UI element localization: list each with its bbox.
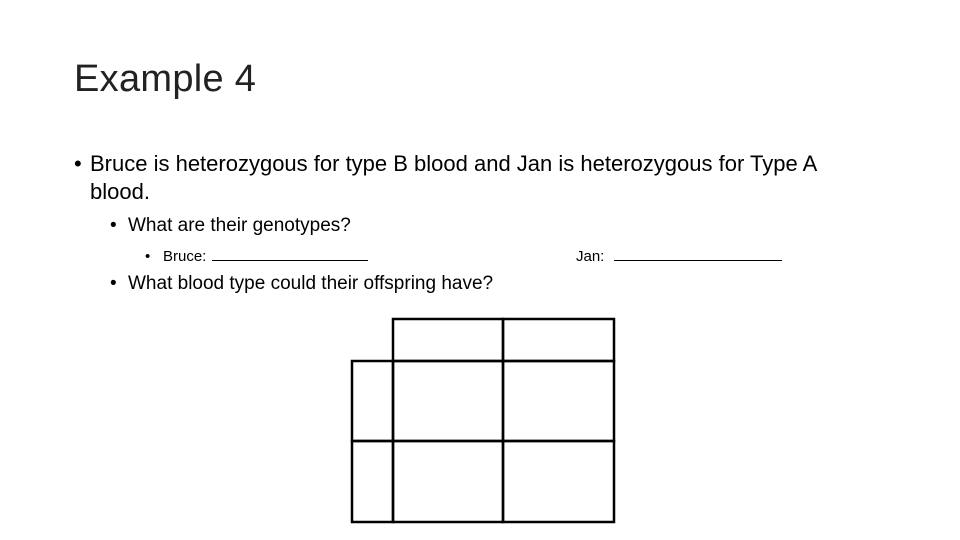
sub-bullet-genotypes-text: What are their genotypes?: [128, 215, 351, 236]
punnett-cell-1-1: [393, 361, 503, 441]
bullet-1-text: Bruce is heterozygous for type B blood and Jan is heterozygous for Type A blood.: [90, 151, 817, 204]
bullet-dot: •: [110, 273, 117, 294]
bruce-label: Bruce:: [163, 248, 207, 265]
row-header-cell-2: [352, 441, 393, 522]
row-header-cell-1: [352, 361, 393, 441]
header-cell-1: [393, 319, 503, 361]
header-cell-2: [503, 319, 614, 361]
punnett-cell-2-2: [503, 441, 614, 522]
bullet-dot: •: [74, 151, 82, 176]
bullet-dot: •: [145, 248, 151, 265]
punnett-cell-1-2: [503, 361, 614, 441]
punnett-cell-2-1: [393, 441, 503, 522]
bullet-dot: •: [110, 215, 117, 236]
jan-label: Jan:: [576, 248, 605, 265]
sub-bullet-offspring-text: What blood type could their offspring have?: [128, 273, 494, 294]
slide-title: Example 4: [74, 58, 257, 100]
